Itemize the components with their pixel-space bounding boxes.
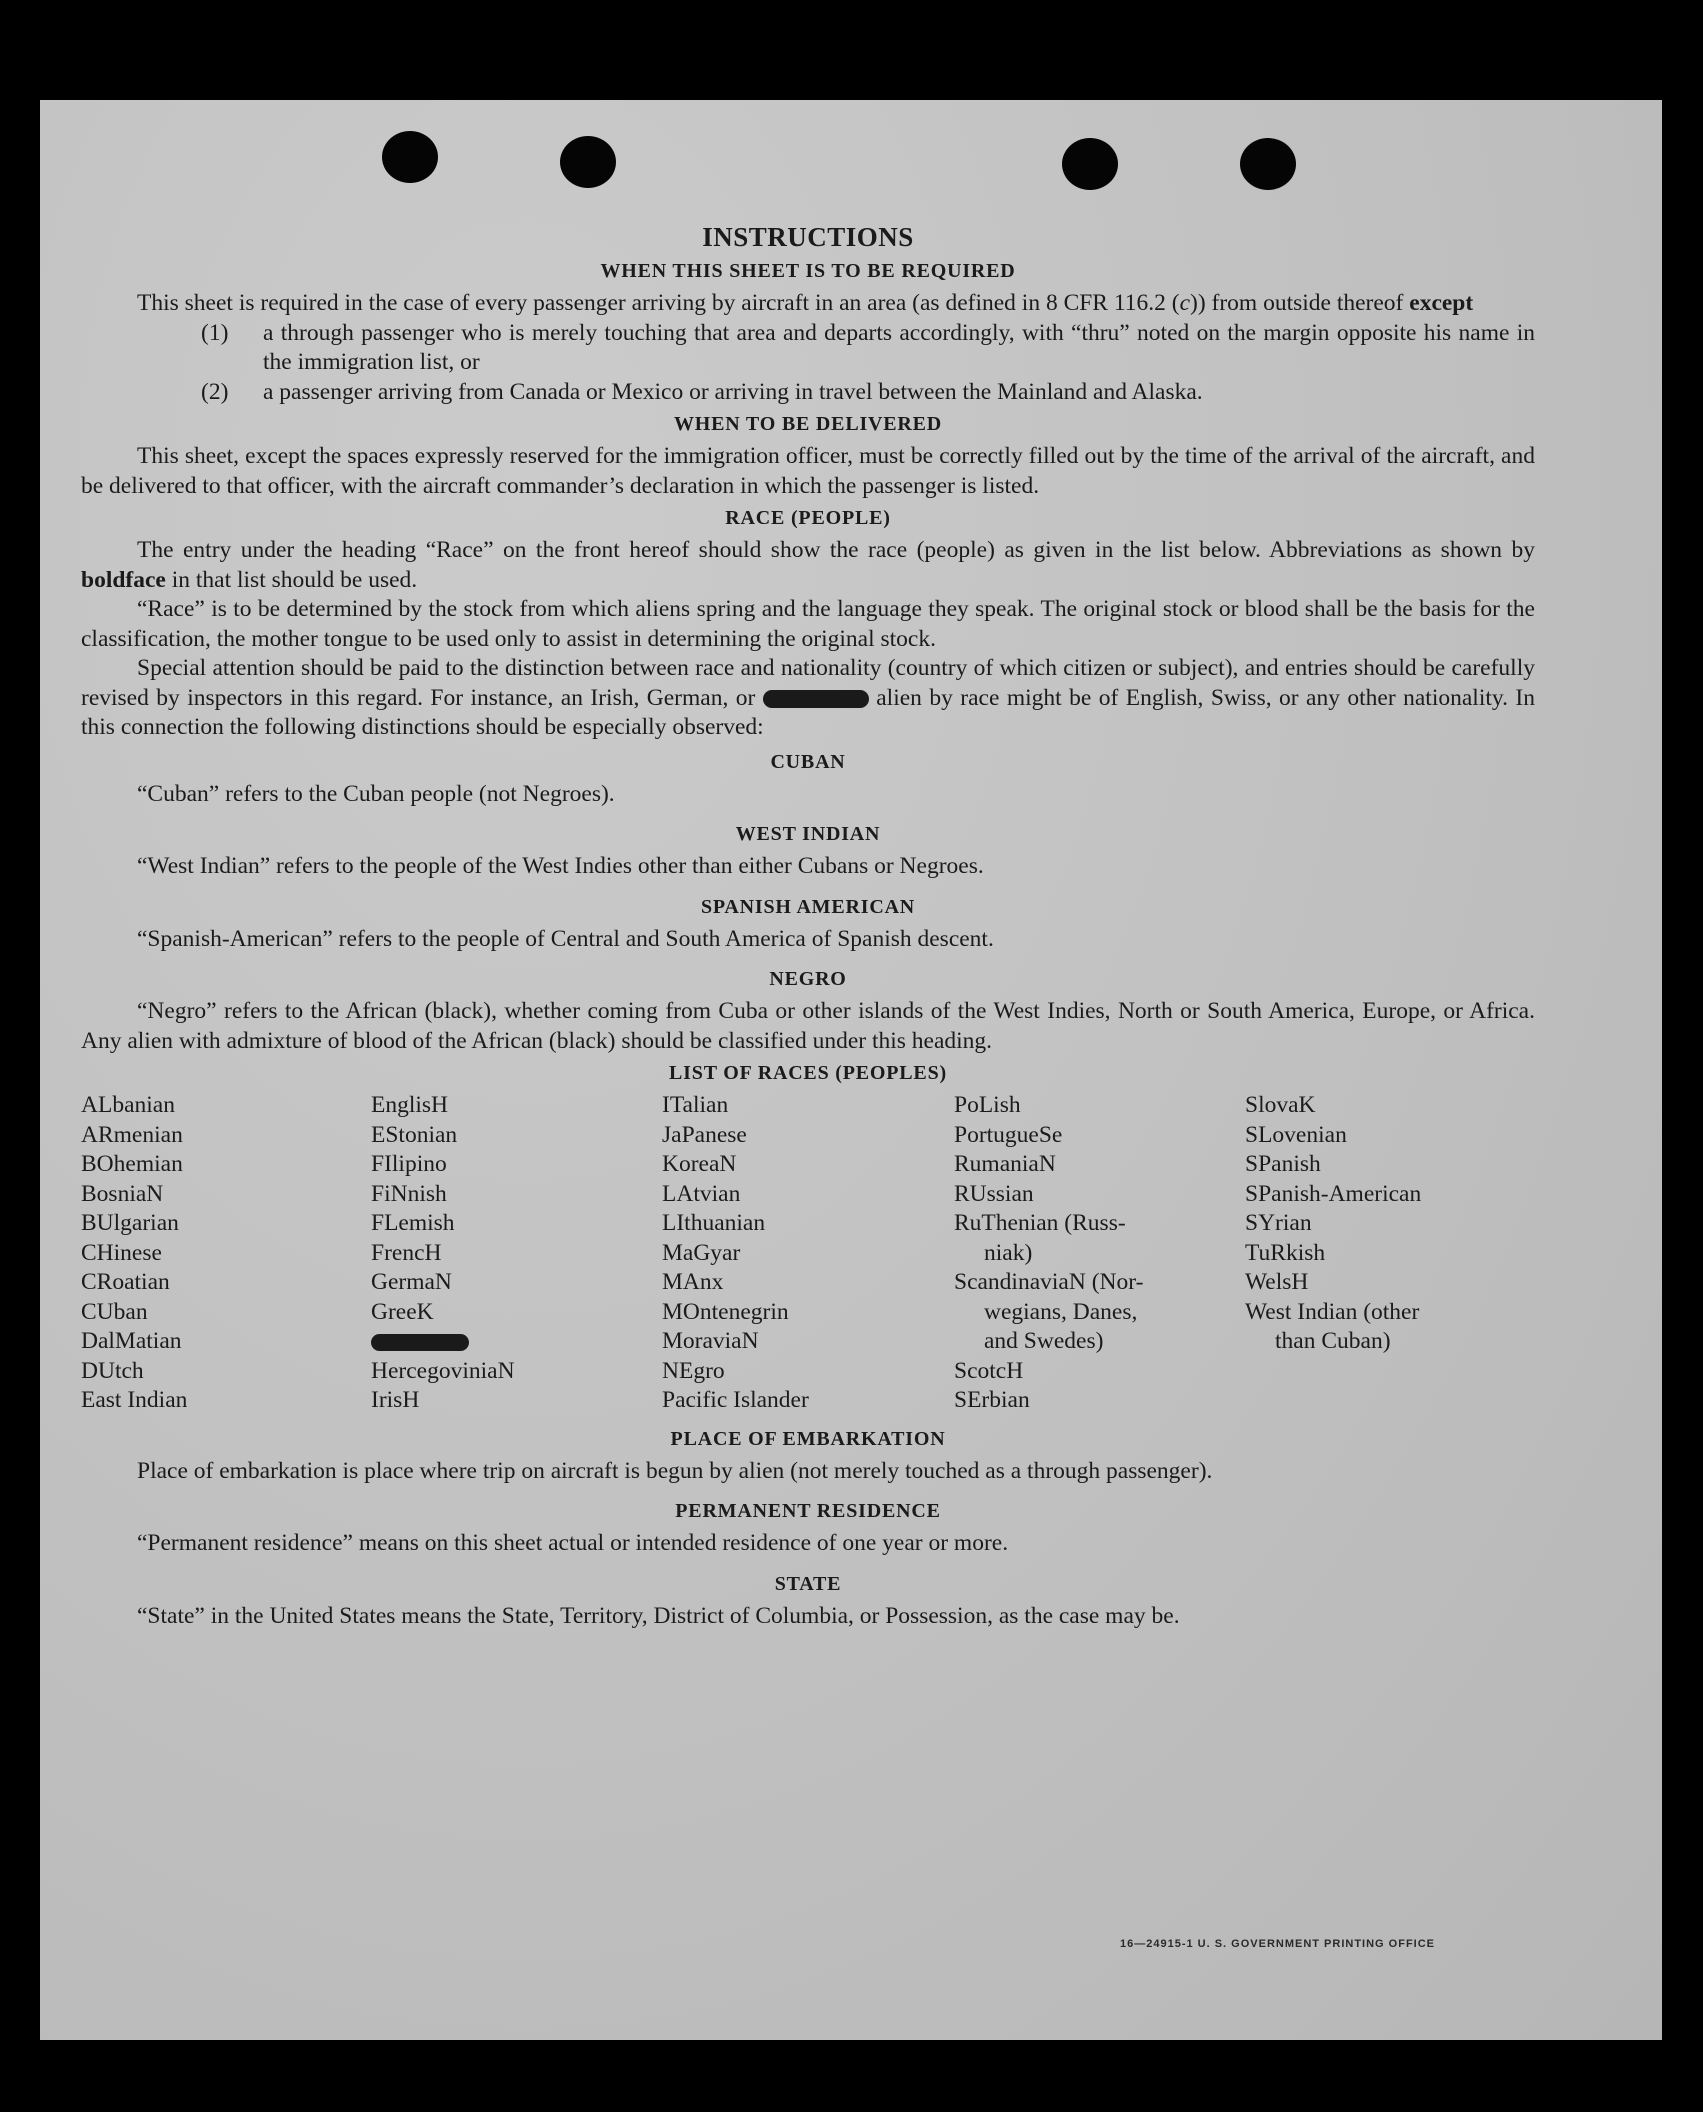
delivered-text: This sheet, except the spaces expressly reserved for the immigration officer, must be correctly filled out by the time of the arrival of the aircraft, and be delivered to that officer, with the aircraft commander’s declaration in which the passenger is listed. bbox=[81, 443, 1535, 499]
residence-text: “Permanent residence” means on this sheet actual or intended residence of one year or more. bbox=[137, 1530, 1009, 1556]
race-entry: BOhemian bbox=[81, 1151, 183, 1177]
race-entry: ScandinaviaN (Nor- bbox=[954, 1269, 1144, 1295]
section-heading-delivered: WHEN TO BE DELIVERED bbox=[673, 413, 943, 435]
race-entry: NEgro bbox=[662, 1357, 725, 1384]
race-entry: EnglisH bbox=[371, 1092, 449, 1118]
race-entry: ITalian bbox=[662, 1092, 729, 1118]
race-paragraph-2: “Race” is to be determined by the stock from which aliens spring and the language they speak. The original stock or blood shall be the basis for the classification, the mother tongue to be used only to assist in determining the original stock. bbox=[81, 596, 1535, 652]
punch-hole bbox=[1062, 138, 1118, 190]
instructions-content bbox=[81, 222, 1535, 1631]
race-paragraph-1: The entry under the heading “Race” on the front hereof should show the race (people) as given in the list below. Abbreviations as shown by boldface in that list should be used. bbox=[81, 537, 1535, 593]
section-heading-negro: NEGRO bbox=[769, 968, 847, 990]
section-heading-residence: PERMANENT RESIDENCE bbox=[675, 1500, 941, 1522]
race-list bbox=[81, 1091, 1535, 1416]
redaction-mark bbox=[371, 1334, 469, 1351]
section-heading-spanish-american: SPANISH AMERICAN bbox=[700, 895, 916, 918]
race-entry: MaGyar bbox=[662, 1239, 741, 1266]
race-entry: East Indian bbox=[81, 1387, 188, 1413]
race-entry: MOntenegrin bbox=[662, 1298, 789, 1325]
race-entry: ScotcH bbox=[954, 1357, 1024, 1384]
race-entry: LIthuanian bbox=[662, 1210, 766, 1236]
race-entry: PortugueSe bbox=[954, 1121, 1063, 1148]
embarkation-text: Place of embarkation is place where trip on aircraft is begun by alien (not merely touched as a through passenger). bbox=[137, 1457, 1213, 1484]
race-entry-redacted bbox=[371, 1327, 662, 1357]
race-entry: HercegoviniaN bbox=[371, 1357, 515, 1384]
race-column-5 bbox=[1245, 1091, 1535, 1416]
race-entry: RUssian bbox=[954, 1180, 1034, 1207]
race-entry: West Indian (other bbox=[1245, 1298, 1420, 1325]
race-entry: CHinese bbox=[81, 1239, 162, 1266]
race-entry: SlovaK bbox=[1245, 1092, 1316, 1118]
race-column-4 bbox=[954, 1091, 1245, 1416]
exception-item-2: (2) a passenger arriving from Canada or Mexico or arriving in travel between the Mainland and Alaska. bbox=[201, 378, 1203, 405]
section-heading-west-indian: WEST INDIAN bbox=[735, 823, 881, 845]
race-entry: DUtch bbox=[81, 1357, 144, 1384]
race-entry: DalMatian bbox=[81, 1328, 182, 1354]
race-entry: TuRkish bbox=[1245, 1239, 1326, 1266]
race-entry: BosniaN bbox=[81, 1180, 164, 1207]
race-entry: LAtvian bbox=[662, 1180, 741, 1207]
race-entry: ARmenian bbox=[81, 1121, 183, 1148]
race-column-3 bbox=[662, 1091, 954, 1416]
punch-hole bbox=[1240, 138, 1296, 190]
section-heading-cuban: CUBAN bbox=[770, 750, 846, 773]
race-entry: niak) bbox=[984, 1239, 1033, 1266]
race-entry: CRoatian bbox=[81, 1269, 170, 1295]
race-entry: JaPanese bbox=[662, 1121, 747, 1148]
race-entry: FIlipino bbox=[371, 1151, 447, 1177]
race-entry: GermaN bbox=[371, 1269, 452, 1295]
race-entry: and Swedes) bbox=[984, 1328, 1104, 1354]
exception-item-1: (1) a through passenger who is merely touching that area and departs accordingly, with “thru” noted on the margin opposite his name in the immigration list, or bbox=[201, 319, 1535, 375]
section-heading-embarkation: PLACE OF EMBARKATION bbox=[670, 1427, 946, 1450]
race-paragraph-3: Special attention should be paid to the distinction between race and nationality (country of which citizen or subject), and entries should be carefully revised by inspectors in this regard. For instance, an Irish, German, or alien by race might be of English, Swiss, or any other nationality. In this connection the following distinctions should be especially observed: bbox=[81, 655, 1535, 740]
race-entry: SPanish-American bbox=[1245, 1180, 1422, 1207]
race-entry: wegians, Danes, bbox=[984, 1298, 1138, 1325]
section-heading-state: STATE bbox=[774, 1572, 842, 1595]
race-entry: MAnx bbox=[662, 1269, 724, 1295]
required-intro: This sheet is required in the case of every passenger arriving by aircraft in an area (as defined in 8 CFR 116.2 (c)) from outside thereof except bbox=[137, 290, 1474, 316]
west-indian-text: “West Indian” refers to the people of the West Indies other than either Cubans or Negroes. bbox=[137, 853, 984, 879]
race-entry: GreeK bbox=[371, 1298, 434, 1325]
race-entry: FLemish bbox=[371, 1210, 455, 1236]
race-entry: FiNnish bbox=[371, 1180, 447, 1207]
race-entry: PoLish bbox=[954, 1092, 1021, 1118]
race-entry: Pacific Islander bbox=[662, 1387, 809, 1413]
race-entry: RumaniaN bbox=[954, 1151, 1056, 1177]
race-column-1 bbox=[81, 1091, 371, 1416]
redaction-mark bbox=[763, 690, 869, 708]
race-entry: than Cuban) bbox=[1275, 1328, 1391, 1354]
race-entry: MoraviaN bbox=[662, 1328, 759, 1354]
punch-hole bbox=[382, 131, 438, 183]
race-entry: SYrian bbox=[1245, 1210, 1312, 1236]
race-entry: ALbanian bbox=[81, 1092, 175, 1118]
document-sheet bbox=[40, 100, 1662, 2040]
section-heading-race: RACE (PEOPLE) bbox=[725, 507, 891, 529]
section-heading-races: LIST OF RACES (PEOPLES) bbox=[669, 1062, 947, 1084]
race-entry: BUlgarian bbox=[81, 1210, 179, 1236]
race-entry: RuThenian (Russ- bbox=[954, 1210, 1126, 1236]
race-entry: KoreaN bbox=[662, 1151, 737, 1177]
race-entry: SErbian bbox=[954, 1387, 1030, 1413]
race-entry: SLovenian bbox=[1245, 1121, 1347, 1148]
section-heading-required: WHEN THIS SHEET IS TO BE REQUIRED bbox=[600, 260, 1016, 282]
race-entry: EStonian bbox=[371, 1121, 458, 1148]
race-entry: IrisH bbox=[371, 1387, 420, 1413]
race-entry: CUban bbox=[81, 1298, 148, 1325]
state-text: “State” in the United States means the State, Territory, District of Columbia, or Possession, as the case may be. bbox=[137, 1602, 1180, 1629]
page-title: INSTRUCTIONS bbox=[702, 222, 914, 252]
race-entry: SPanish bbox=[1245, 1151, 1321, 1177]
race-entry: WelsH bbox=[1245, 1269, 1309, 1295]
punch-hole bbox=[560, 136, 616, 188]
race-entry: FrencH bbox=[371, 1239, 442, 1266]
spanish-american-text: “Spanish-American” refers to the people of Central and South America of Spanish descent. bbox=[137, 925, 994, 952]
race-column-2 bbox=[371, 1091, 662, 1416]
cuban-text: “Cuban” refers to the Cuban people (not Negroes). bbox=[137, 780, 615, 807]
printer-imprint: 16—24915-1 U. S. GOVERNMENT PRINTING OFFICE bbox=[1120, 1938, 1436, 1950]
negro-text: “Negro” refers to the African (black), whether coming from Cuba or other islands of the West Indies, North or South America, Europe, or Africa. Any alien with admixture of blood of the African (black) should be classified under this heading. bbox=[81, 998, 1535, 1054]
